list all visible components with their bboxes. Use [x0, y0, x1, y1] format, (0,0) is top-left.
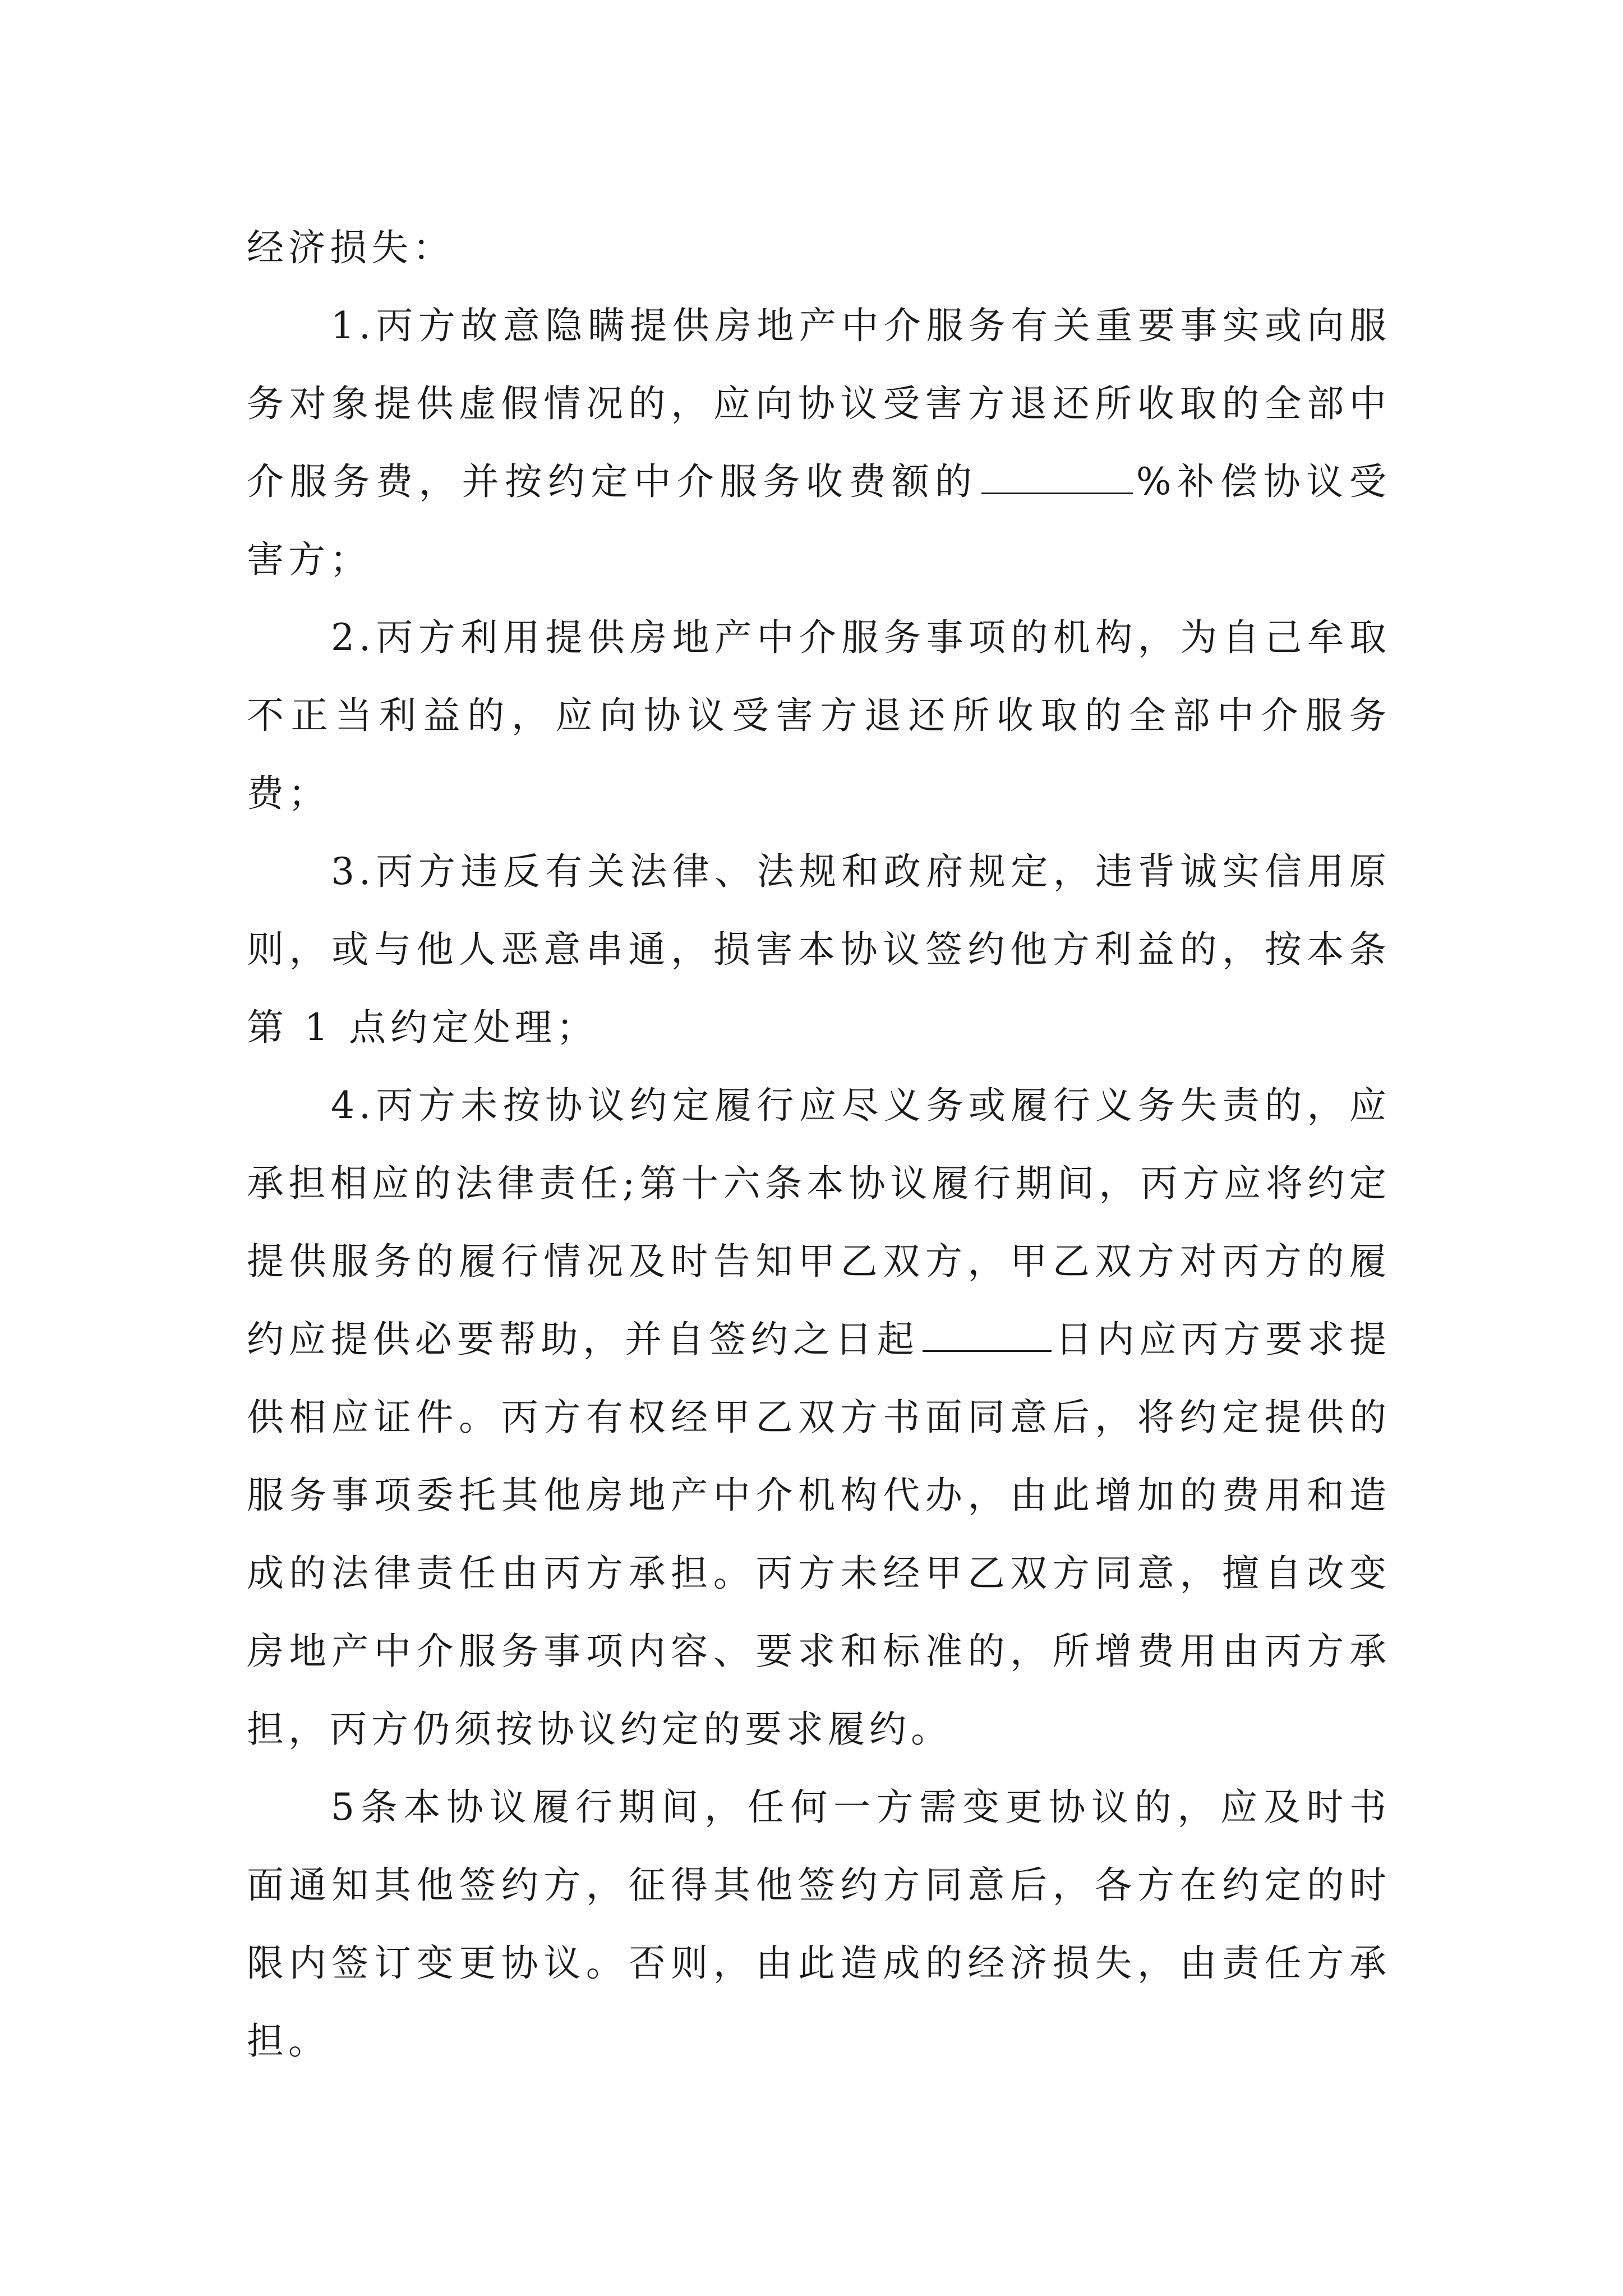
paragraph-clause-1	[247, 287, 1391, 599]
clause-1-text: 1.丙方故意隐瞒提供房地产中介服务有关重要事实或向服务对象提供虚假情况的，应向协议受害方退还所收取的全部中介服务费，并按约定中介服务收费额的	[247, 304, 1391, 503]
document-body	[247, 209, 1391, 2080]
paragraph-economic-loss: 经济损失：	[247, 226, 454, 269]
paragraph-clause-3: 3.丙方违反有关法律、法规和政府规定，违背诚实信用原则，或与他人恶意串通，损害本协议签约他方利益的，按本条第 1 点约定处理；	[247, 850, 1391, 1049]
paragraph-clause-2: 2.丙方利用提供房地产中介服务事项的机构，为自己牟取不正当利益的，应向协议受害方退还所收取的全部中介服务费；	[247, 616, 1391, 815]
blank-compensation-percent	[981, 461, 1133, 494]
clause-4-text: 4.丙方未按协议约定履行应尽义务或履行义务失责的，应承担相应的法律责任;第十六条本协议履行期间，丙方应将约定提供服务的履行情况及时告知甲乙双方，甲乙双方对丙方的履约应提供必要帮助，并自签约之日起	[247, 1084, 1391, 1361]
clause-4-text-end: 日内应丙方要求提供相应证件。丙方有权经甲乙双方书面同意后，将约定提供的服务事项委托其他房地产中介机构代办，由此增加的费用和造成的法律责任由丙方承担。丙方未经甲乙双方同意，擅自改变房地产中介服务事项内容、要求和标准的，所增费用由丙方承担，丙方仍须按协议约定的要求履约。	[247, 1318, 1391, 1751]
clause-1-text-end: %补偿协议受害方；	[247, 460, 1391, 581]
paragraph-clause-4	[247, 1066, 1391, 1768]
blank-days	[923, 1319, 1052, 1352]
paragraph-clause-5: 5条本协议履行期间，任何一方需变更协议的，应及时书面通知其他签约方，征得其他签约方同意后，各方在约定的时限内签订变更协议。否则，由此造成的经济损失，由责任方承担。	[247, 1786, 1391, 2063]
